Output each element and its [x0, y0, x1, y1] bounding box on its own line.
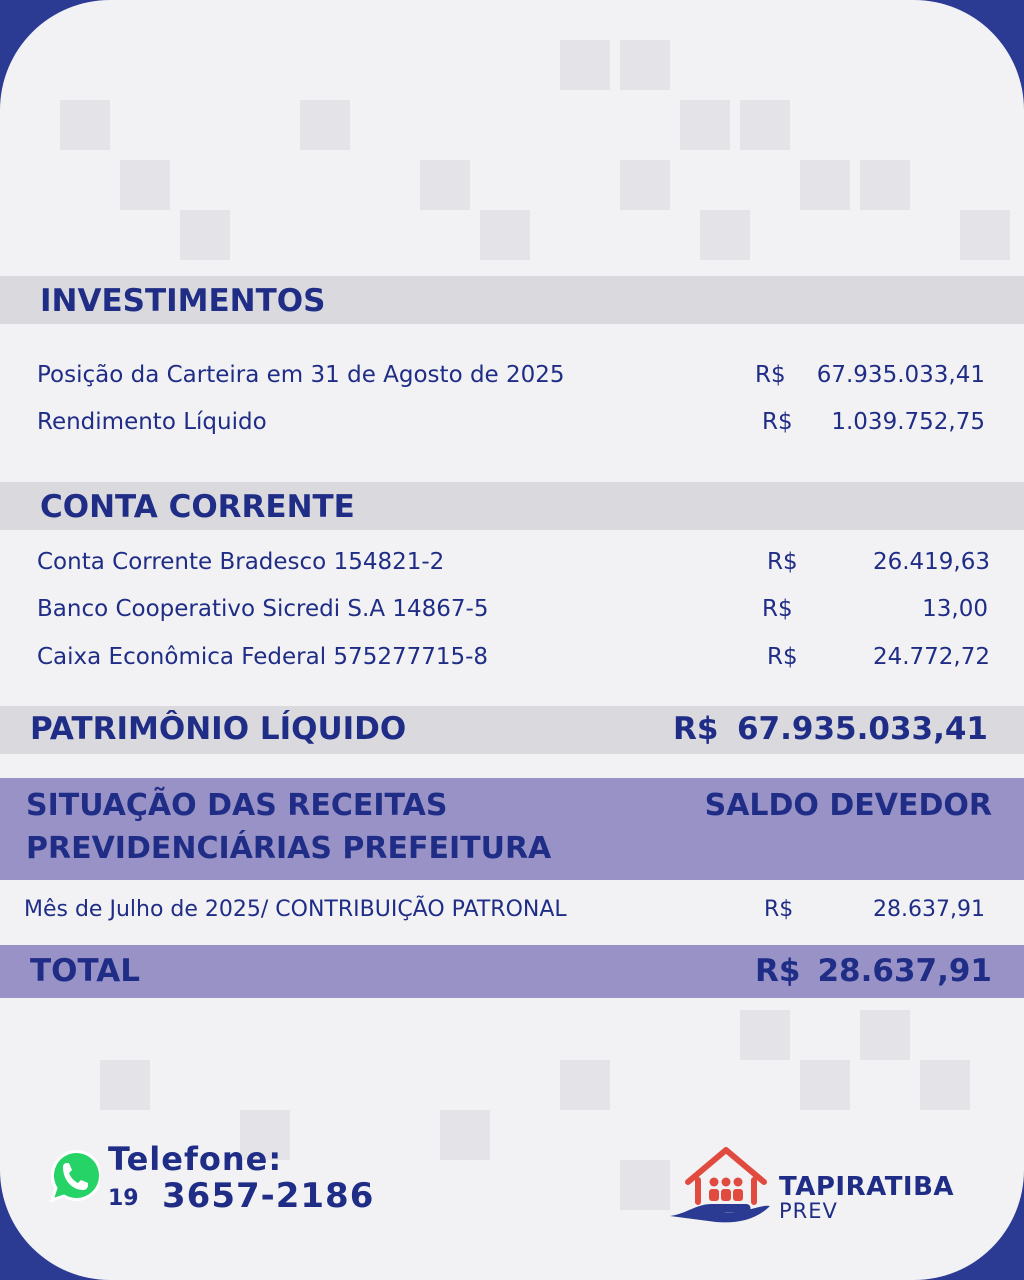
conta-corrente-row-currency: R$: [762, 596, 793, 622]
situacao-title-line1: SITUAÇÃO DAS RECEITAS: [26, 788, 448, 823]
logo-subtitle: PREV: [779, 1199, 838, 1223]
saldo-devedor-header: SALDO DEVEDOR: [704, 788, 992, 823]
conta-corrente-row-currency: R$: [767, 644, 798, 670]
patrimonio-label: PATRIMÔNIO LÍQUIDO: [30, 711, 407, 747]
investimentos-row-currency: R$: [762, 409, 793, 435]
situacao-row-label: Mês de Julho de 2025/ CONTRIBUIÇÃO PATRONAL: [24, 897, 567, 922]
total-value: 28.637,91: [817, 953, 992, 989]
logo-name: TAPIRATIBA: [779, 1172, 955, 1202]
total-label: TOTAL: [30, 953, 140, 989]
investimentos-row-value: 67.935.033,41: [816, 362, 985, 388]
conta-corrente-row-value: 13,00: [922, 596, 988, 622]
patrimonio-currency: R$: [673, 711, 719, 747]
conta-corrente-title: CONTA CORRENTE: [40, 489, 355, 525]
whatsapp-icon[interactable]: [44, 1148, 100, 1206]
conta-corrente-row-label: Caixa Econômica Federal 575277715-8: [37, 644, 489, 670]
situacao-row-value: 28.637,91: [873, 897, 985, 922]
phone-label: Telefone:: [108, 1140, 283, 1178]
investimentos-row-label: Posição da Carteira em 31 de Agosto de 2025: [37, 362, 565, 388]
conta-corrente-row-value: 26.419,63: [872, 549, 990, 575]
phone-area-code: 19: [108, 1186, 139, 1211]
conta-corrente-row-value: 24.772,72: [872, 644, 990, 670]
conta-corrente-row-currency: R$: [767, 549, 798, 575]
situacao-row-currency: R$: [764, 897, 794, 922]
conta-corrente-row-label: Banco Cooperativo Sicredi S.A 14867-5: [37, 596, 489, 622]
conta-corrente-row-label: Conta Corrente Bradesco 154821-2: [37, 549, 445, 575]
investimentos-title: INVESTIMENTOS: [40, 283, 326, 319]
investimentos-row-label: Rendimento Líquido: [37, 409, 267, 435]
situacao-title-line2: PREVIDENCIÁRIAS PREFEITURA: [26, 831, 552, 866]
investimentos-row-currency: R$: [755, 362, 786, 388]
phone-number[interactable]: 3657-2186: [162, 1176, 375, 1216]
total-currency: R$: [755, 953, 801, 989]
house-hand-icon: [666, 1142, 774, 1226]
patrimonio-value: 67.935.033,41: [736, 711, 988, 747]
investimentos-row-value: 1.039.752,75: [831, 409, 985, 435]
